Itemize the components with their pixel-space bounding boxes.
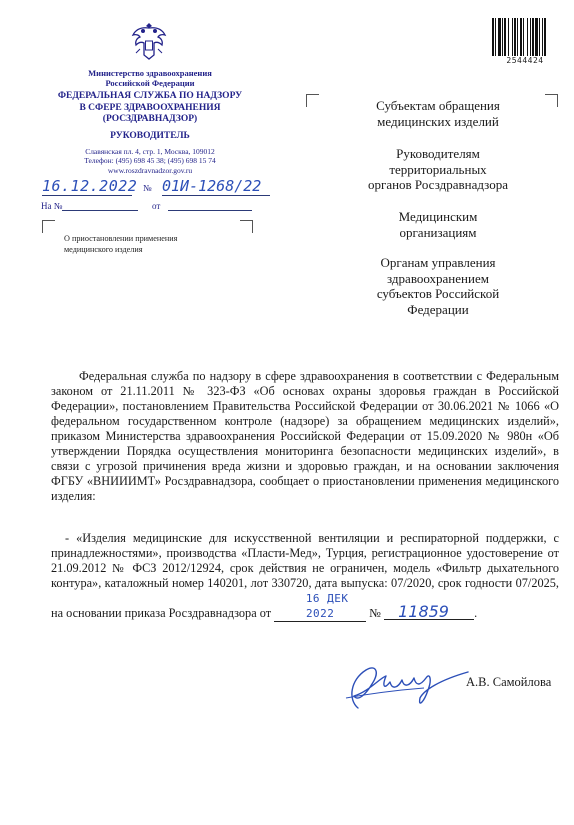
order-number-sign: № [369, 606, 381, 620]
head-title: РУКОВОДИТЕЛЬ [110, 131, 190, 141]
address-line: Славянская пл. 4, стр. 1, Москва, 109012 [85, 147, 215, 156]
addressee-line: территориальных [389, 161, 487, 177]
service-line: В СФЕРЕ ЗДРАВООХРАНЕНИЯ [79, 102, 221, 113]
addressee-line: здравоохранением [387, 270, 489, 286]
addressee-line: субъектов Российской [376, 286, 500, 301]
ministry-line: Министерство здравоохранения [88, 68, 212, 78]
barcode-number: 2544424 [506, 56, 544, 65]
subject-line: медицинского изделия [64, 244, 143, 254]
addressee-line: органов Росздравнадзора [367, 177, 509, 192]
ministry-line: Российской Федерации [105, 78, 195, 88]
barcode-bar [502, 18, 503, 56]
barcode-bar [514, 18, 516, 56]
handwritten-signature [328, 650, 478, 720]
number-sign: № [143, 183, 152, 193]
service-line: (РОСЗДРАВНАДЗОР) [102, 114, 198, 124]
barcode-bar [535, 18, 538, 56]
ministry-name [40, 68, 260, 88]
addressee-line: Руководителям [396, 146, 480, 161]
addressee-line: Субъектам обращения [376, 98, 500, 113]
letter-subject [64, 234, 254, 255]
order-date-stamp: 16 ДЕК 2022 [274, 591, 366, 622]
website-line: www.roszdravnadzor.gov.ru [107, 165, 193, 175]
barcode-bar [512, 18, 513, 56]
barcode-bar [544, 18, 546, 56]
addressee-line: медицинских изделий [377, 113, 499, 129]
service-line: ФЕДЕРАЛЬНАЯ СЛУЖБА ПО НАДЗОРУ [57, 91, 243, 101]
from-label: от [152, 201, 161, 211]
signer-name: А.В. Самойлова [466, 675, 552, 689]
reply-to-date-line [168, 210, 252, 211]
addressee-block-2 [318, 146, 558, 193]
addressee-line: Федерации [407, 301, 469, 317]
addressee-line: организациям [399, 224, 477, 240]
reply-to-label: На № [41, 201, 63, 211]
coat-of-arms-emblem [130, 19, 168, 63]
barcode-bar [504, 18, 506, 56]
barcode-bar [530, 18, 531, 56]
reply-to-number-line [62, 210, 138, 211]
order-number: 11859 [384, 605, 474, 620]
outgoing-number: 01И-1268/22 [162, 177, 270, 196]
outgoing-date: 16.12.2022 [42, 177, 138, 195]
barcode-bar [492, 18, 494, 56]
barcode-bar [517, 18, 518, 56]
subject-bracket-right [240, 220, 253, 233]
barcode-bar [532, 18, 534, 56]
barcode-bar [498, 18, 501, 56]
device-description: - «Изделия медицинские для искусственной вентиляции и респираторной поддержки, с принадлежностями», производства «Пласти-Мед», Турция, регистрационное удостоверение от 21.09.2012 № ФСЗ 2012/12924, срок действия не ограничен, модель «Фильтр дыхательного контура», каталожный номер 140201, лот 330720, дата выпуска: 07/2020, срок годности 07/2025, на основании приказа Росздравнадзора от [51, 531, 559, 620]
addressee-block-4 [318, 255, 558, 317]
end-mark: . [474, 606, 478, 620]
barcode-bar [508, 18, 509, 56]
barcode-bar [495, 18, 496, 56]
addressee-block-1 [318, 98, 558, 129]
barcode-bar [539, 18, 540, 56]
phone-line: Телефон: (495) 698 45 38; (495) 698 15 74 [84, 156, 216, 166]
subject-bracket-left [42, 220, 55, 233]
addressee-block-3 [318, 209, 558, 240]
addressee-line: Органам управления [380, 255, 496, 270]
body-paragraph-2 [51, 531, 559, 622]
barcode-bar [520, 18, 522, 56]
body-paragraph-1: Федеральная служба по надзору в сфере здравоохранения в соответствии с Федеральным законом от 21.11.2011 № 323-ФЗ «Об основах охраны здоровья граждан в Российской Федерации», постановлением Правительства Российской Федерации от 30.06.2021 № 1066 «О федеральном государственном контроле (надзоре) за обращением медицинских изделий», приказом Министерства здравоохранения Российской Федерации от 15.09.2020 № 980н «Об утверждении Порядка осуществления мониторинга безопасности медицинских изделий», в связи с угрозой причинения вреда жизни и здоровью граждан, и на основании заключения ФГБУ «ВНИИИМТ» Росздравнадзора, сообщает о приостановлении применения медицинского изделия: [51, 369, 559, 503]
barcode-bar [542, 18, 543, 56]
addressee-line: Медицинским [398, 209, 478, 224]
barcode-bar [523, 18, 524, 56]
subject-line: О приостановлении применения [64, 234, 178, 243]
barcode-bar [527, 18, 528, 56]
contact-address [40, 147, 260, 175]
barcode-icon [492, 18, 558, 56]
service-name [40, 91, 260, 126]
